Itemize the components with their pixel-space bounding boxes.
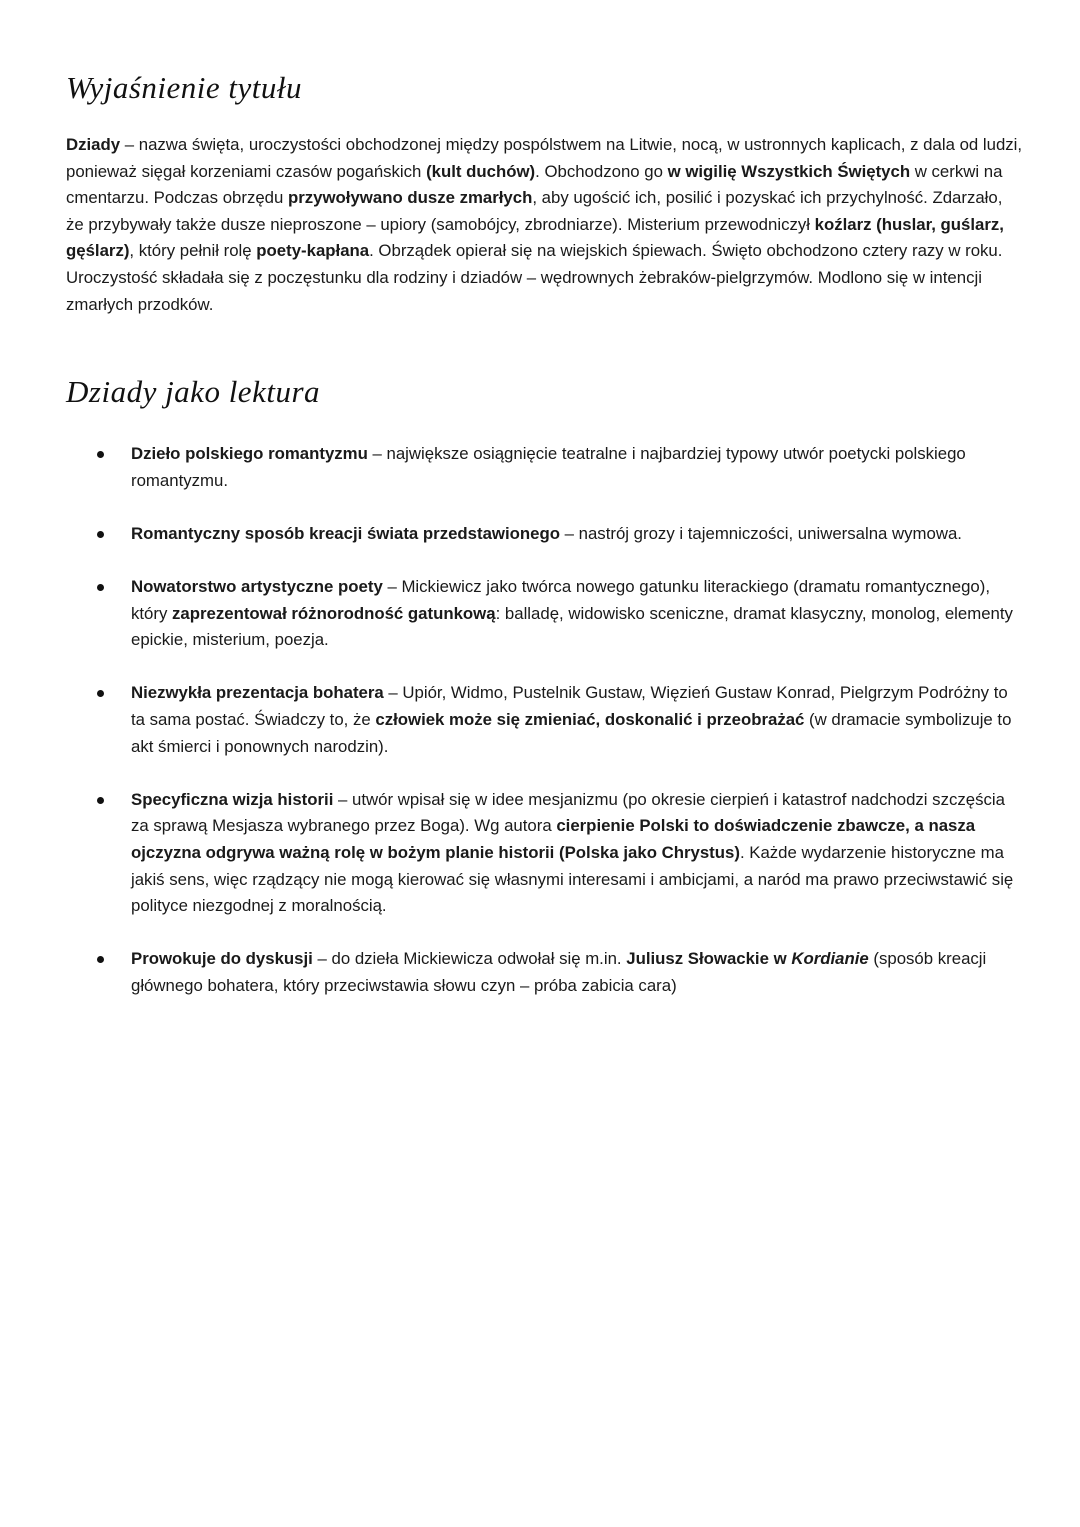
bullet-text: – nastrój grozy i tajemniczości, uniwersalna wymowa. xyxy=(559,523,962,543)
reading-bullet-list xyxy=(66,441,1024,1026)
section-title-title-explanation: Wyjaśnienie tytułu xyxy=(66,70,303,105)
bullet-bold-text: Nowatorstwo artystyczne poety xyxy=(131,576,383,596)
intro-bold-text: (kult duchów) xyxy=(426,161,536,181)
bullet-text: – do dzieła Mickiewicza odwołał się m.in. xyxy=(312,949,627,969)
bullet-item xyxy=(66,680,1024,760)
bullet-item xyxy=(66,946,1024,999)
intro-text: – nazwa święta, uroczystości obchodzonej między pospólstwem na Litwie, nocą, w ustronnych kaplicach, z dala od ludzi, ponieważ sięgał korzeniami czasów pogańskich xyxy=(66,135,1023,181)
bullet-bold-text: Prowokuje do dyskusji xyxy=(131,949,313,969)
intro-bold-text: przywoływano dusze zmarłych xyxy=(288,188,533,208)
bullet-bold-text xyxy=(791,949,868,968)
intro-text: , który pełnił rolę xyxy=(129,241,257,261)
bullet-dot-icon xyxy=(97,531,104,538)
bullet-dot-icon xyxy=(97,584,104,591)
bullet-item xyxy=(66,441,1024,494)
section-title-reading: Dziady jako lektura xyxy=(66,374,321,409)
intro-bold-text: w wigilię Wszystkich Świętych xyxy=(667,161,911,181)
bullet-text: . Każde wydarzenie historyczne ma jakiś sens, więc rządzący nie mogą kierować się własnymi interesami i ambicjami, a naród ma prawo przeciwstawić się polityce niezgodnej z moralnością. xyxy=(131,842,1014,916)
bullet-text: – utwór wpisał się w idee mesjanizmu (po okresie cierpień i katastrof nadchodzi szczęścia za sprawą Mesjasza wybranego przez Boga). Wg autora xyxy=(131,789,1005,836)
bullet-dot-icon xyxy=(97,451,104,458)
intro-text: . Obrządek opierał się na wiejskich śpiewach. Święto obchodzono cztery razy w roku. Uroczystość składała się z poczęstunku dla rodziny i dziadów – wędrownych żebraków-pielgrzymów. Modlono się w intencji zmarłych przodków. xyxy=(66,241,1003,314)
bullet-italic-text: Kordianie xyxy=(791,949,869,969)
bullet-bold-text: w xyxy=(768,949,792,969)
intro-text: . Obchodzono go xyxy=(535,161,668,181)
intro-paragraph xyxy=(66,132,1024,318)
bullet-item xyxy=(66,787,1024,920)
intro-text: , aby ugościć ich, posilić i pozyskać ich przychylność. Zdarzało, że przybywały także dusze nieproszone – upiory (samobójcy, zbrodniarze). Misterium przewodniczył xyxy=(66,188,1003,234)
bullet-text: (w dramacie symbolizuje to akt śmierci i ponownych narodzin). xyxy=(131,709,1012,756)
bullet-item xyxy=(66,574,1024,654)
bullet-text: – Mickiewicz jako twórca nowego gatunku literackiego (dramatu romantycznego), który xyxy=(131,576,990,623)
bullet-text: – Upiór, Widmo, Pustelnik Gustaw, Więzień Gustaw Konrad, Pielgrzym Podróżny to ta sama postać. Świadczy to, że xyxy=(131,683,1008,729)
bullet-bold-text: człowiek może się zmieniać, doskonalić i przeobrażać xyxy=(375,709,805,729)
intro-bold-text: poety-kapłana xyxy=(256,241,370,261)
bullet-bold-text: Juliusz Słowackie xyxy=(626,949,769,969)
bullet-dot-icon xyxy=(97,690,104,697)
intro-bold-text: Dziady xyxy=(66,135,121,154)
bullet-bold-text: Specyficzna wizja historii xyxy=(131,789,334,809)
bullet-text: – największe osiągnięcie teatralne i najbardziej typowy utwór poetycki polskiego romantyzmu. xyxy=(131,444,966,490)
bullet-item xyxy=(66,521,1024,548)
bullet-bold-text: zaprezentował różnorodność gatunkową xyxy=(172,603,496,623)
intro-text: w cerkwi na cmentarzu. Podczas obrzędu xyxy=(66,161,1003,208)
bullet-bold-text: Romantyczny sposób kreacji świata przedstawionego xyxy=(131,523,560,543)
bullet-text: (sposób kreacji głównego bohatera, który przeciwstawia słowu czyn – próba zabicia cara) xyxy=(131,949,987,995)
bullet-bold-text: cierpienie Polski to doświadczenie zbawcze, a nasza ojczyzna odgrywa ważną rolę w bożym planie historii (Polska jako Chrystus) xyxy=(131,816,976,862)
intro-bold-text: koźlarz (huslar, guślarz, gęślarz) xyxy=(66,214,1004,261)
bullet-text: : balladę, widowisko sceniczne, dramat klasyczny, monolog, elementy epickie, misterium, poezja. xyxy=(131,603,1013,650)
bullet-dot-icon xyxy=(97,956,104,963)
bullet-dot-icon xyxy=(97,797,104,804)
bullet-bold-text: Dzieło polskiego romantyzmu xyxy=(131,444,368,463)
bullet-bold-text: Niezwykła prezentacja bohatera xyxy=(131,683,384,703)
